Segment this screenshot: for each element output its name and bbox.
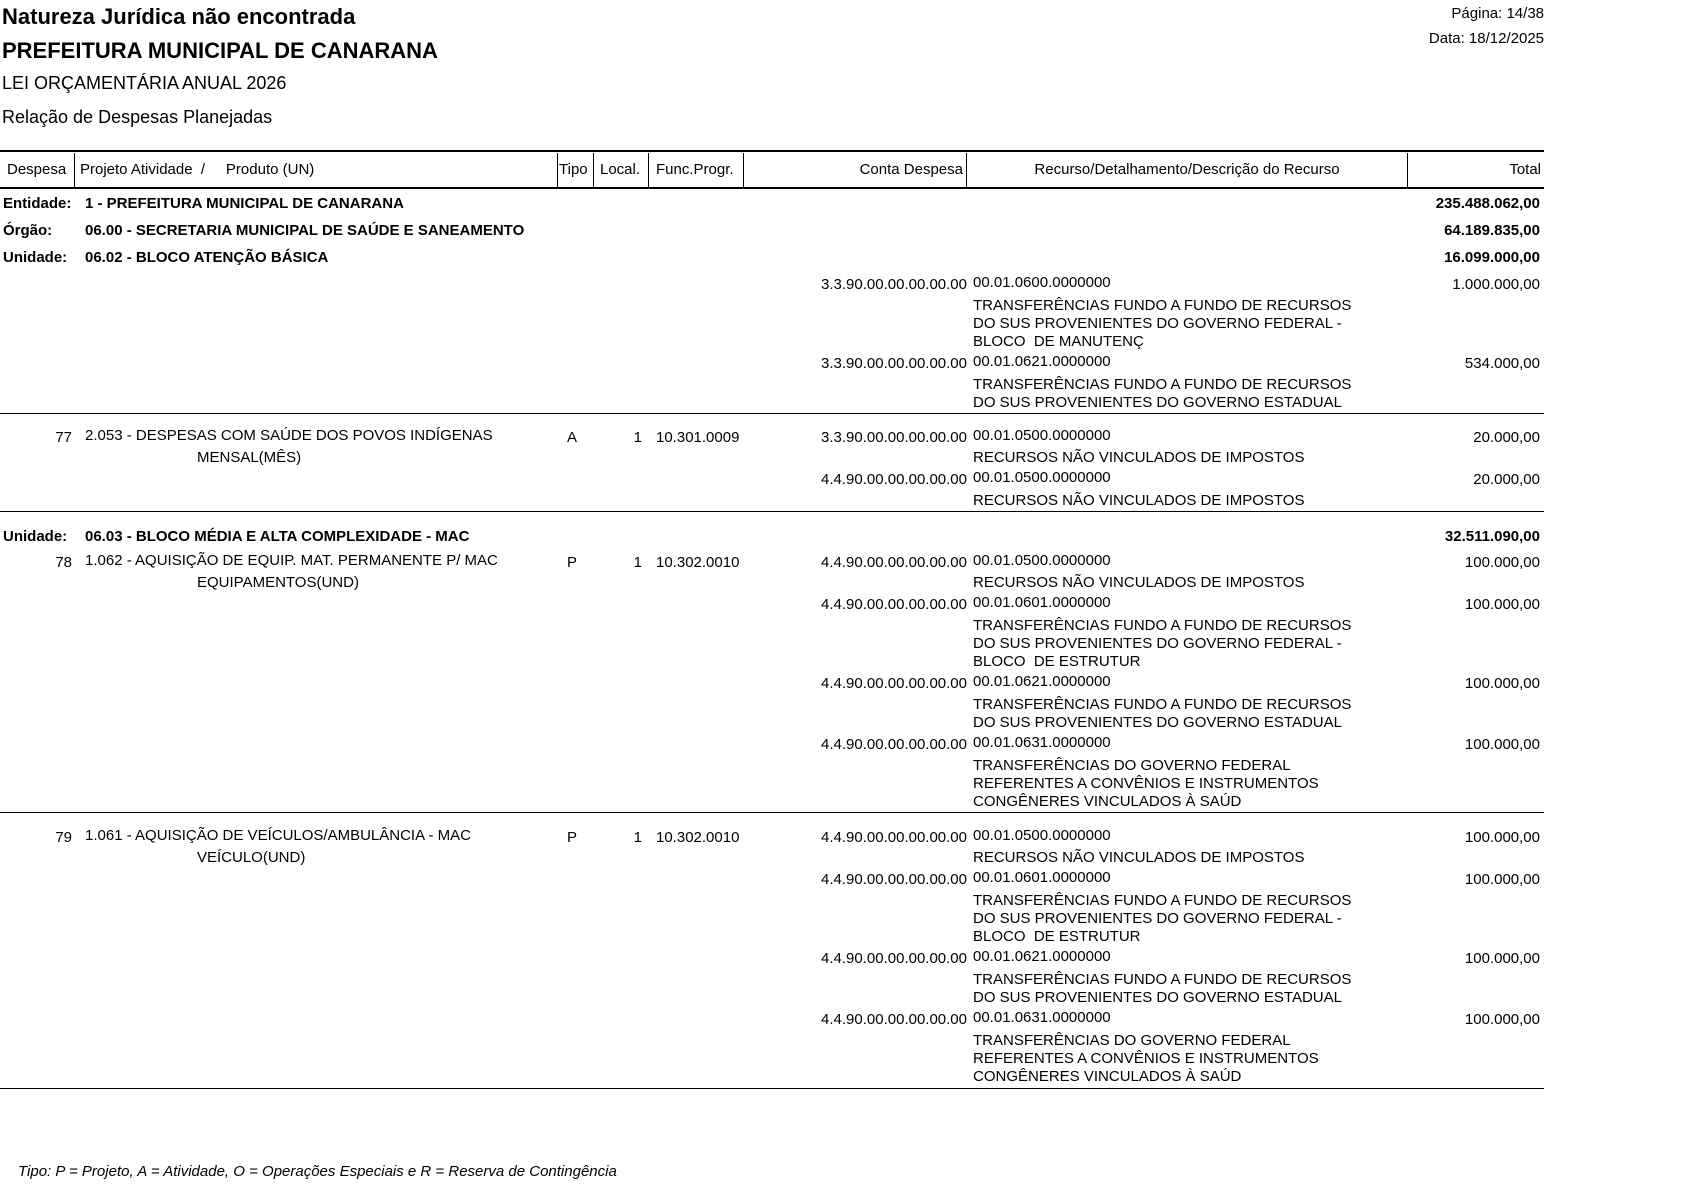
col-header-despesa: Despesa (7, 161, 67, 178)
col-header-local: Local. (600, 161, 641, 178)
recurso-description: TRANSFERÊNCIAS FUNDO A FUNDO DE RECURSOS DO SUS PROVENIENTES DO GOVERNO FEDERAL - BLOCO DE ESTRUTUR (973, 617, 1352, 670)
conta-despesa: 4.4.90.00.00.00.00.00 (821, 736, 967, 753)
produto-unidade: VEÍCULO(UND) (197, 849, 306, 866)
col-header-recurso: Recurso/Detalhamento/Descrição do Recurso (1034, 161, 1340, 178)
row-separator (0, 413, 1544, 414)
col-header-func: Func.Progr. (656, 161, 734, 178)
col-header-projeto: Projeto Atividade / Produto (UN) (80, 161, 315, 178)
row-separator (0, 1088, 1544, 1089)
line-total: 1.000.000,00 (1452, 276, 1540, 293)
despesa-number: 79 (55, 829, 72, 846)
unidade-total: 16.099.000,00 (1444, 249, 1540, 266)
recurso-description: RECURSOS NÃO VINCULADOS DE IMPOSTOS (973, 492, 1305, 509)
recurso-description: RECURSOS NÃO VINCULADOS DE IMPOSTOS (973, 449, 1305, 466)
recurso-code: 00.01.0621.0000000 (973, 673, 1111, 690)
projeto-atividade: 2.053 - DESPESAS COM SAÚDE DOS POVOS INDÍGENAS (85, 427, 493, 444)
conta-despesa: 4.4.90.00.00.00.00.00 (821, 554, 967, 571)
local-code: 1 (633, 554, 642, 571)
line-total: 100.000,00 (1464, 1011, 1540, 1028)
recurso-description: TRANSFERÊNCIAS FUNDO A FUNDO DE RECURSOS DO SUS PROVENIENTES DO GOVERNO FEDERAL - BLOCO DE MANUTENÇ (973, 297, 1352, 350)
col-header-conta: Conta Despesa (859, 161, 963, 178)
orgao-total: 64.189.835,00 (1444, 222, 1540, 239)
unidade-label: Unidade: (3, 249, 68, 266)
conta-despesa: 3.3.90.00.00.00.00.00 (821, 355, 967, 372)
row-separator (0, 511, 1544, 512)
unidade-name: 06.02 - BLOCO ATENÇÃO BÁSICA (85, 249, 329, 266)
col-sep (648, 153, 649, 187)
line-total: 100.000,00 (1464, 871, 1540, 888)
recurso-code: 00.01.0500.0000000 (973, 827, 1111, 844)
func-progr: 10.302.0010 (656, 829, 740, 846)
line-total: 100.000,00 (1464, 950, 1540, 967)
line-total: 100.000,00 (1464, 554, 1540, 571)
entidade-total: 235.488.062,00 (1435, 195, 1540, 212)
recurso-description: TRANSFERÊNCIAS FUNDO A FUNDO DE RECURSOS DO SUS PROVENIENTES DO GOVERNO FEDERAL - BLOCO DE ESTRUTUR (973, 892, 1352, 945)
report-title-natureza: Natureza Jurídica não encontrada (2, 4, 356, 29)
header-top-rule (0, 150, 1544, 152)
recurso-description: TRANSFERÊNCIAS FUNDO A FUNDO DE RECURSOS DO SUS PROVENIENTES DO GOVERNO ESTADUAL (973, 971, 1352, 1006)
line-total: 100.000,00 (1464, 829, 1540, 846)
report-date: Data: 18/12/2025 (1428, 30, 1544, 47)
line-total: 100.000,00 (1464, 675, 1540, 692)
line-total: 100.000,00 (1464, 736, 1540, 753)
local-code: 1 (633, 429, 642, 446)
conta-despesa: 4.4.90.00.00.00.00.00 (821, 471, 967, 488)
recurso-code: 00.01.0631.0000000 (973, 1009, 1111, 1026)
footer-legend: Tipo: P = Projeto, A = Atividade, O = Operações Especiais e R = Reserva de Contingência (18, 1163, 617, 1180)
recurso-code: 00.01.0500.0000000 (973, 427, 1111, 444)
report-subtitle-relacao: Relação de Despesas Planejadas (2, 107, 273, 127)
recurso-code: 00.01.0601.0000000 (973, 869, 1111, 886)
tipo-code: P (567, 554, 578, 571)
despesa-number: 78 (55, 554, 72, 571)
header-bottom-rule (0, 187, 1544, 189)
row-separator (0, 812, 1544, 813)
col-sep (593, 153, 594, 187)
produto-unidade: EQUIPAMENTOS(UND) (197, 574, 359, 591)
recurso-code: 00.01.0500.0000000 (973, 469, 1111, 486)
func-progr: 10.301.0009 (656, 429, 740, 446)
col-sep (74, 153, 75, 187)
recurso-description: TRANSFERÊNCIAS FUNDO A FUNDO DE RECURSOS DO SUS PROVENIENTES DO GOVERNO ESTADUAL (973, 376, 1352, 411)
conta-despesa: 4.4.90.00.00.00.00.00 (821, 1011, 967, 1028)
entidade-name: 1 - PREFEITURA MUNICIPAL DE CANARANA (85, 195, 404, 212)
conta-despesa: 3.3.90.00.00.00.00.00 (821, 276, 967, 293)
projeto-atividade: 1.062 - AQUISIÇÃO DE EQUIP. MAT. PERMANENTE P/ MAC (85, 552, 498, 569)
recurso-description: RECURSOS NÃO VINCULADOS DE IMPOSTOS (973, 849, 1305, 866)
report-subtitle-loa: LEI ORÇAMENTÁRIA ANUAL 2026 (2, 73, 287, 93)
recurso-code: 00.01.0621.0000000 (973, 353, 1111, 370)
recurso-description: RECURSOS NÃO VINCULADOS DE IMPOSTOS (973, 574, 1305, 591)
recurso-code: 00.01.0631.0000000 (973, 734, 1111, 751)
line-total: 20.000,00 (1473, 429, 1540, 446)
col-header-total: Total (1509, 161, 1541, 178)
unidade-name: 06.03 - BLOCO MÉDIA E ALTA COMPLEXIDADE - MAC (85, 528, 470, 545)
unidade-total: 32.511.090,00 (1444, 528, 1540, 545)
despesa-number: 77 (55, 429, 72, 446)
col-header-tipo: Tipo (559, 161, 588, 178)
conta-despesa: 4.4.90.00.00.00.00.00 (821, 871, 967, 888)
unidade-label: Unidade: (3, 528, 68, 545)
recurso-description: TRANSFERÊNCIAS DO GOVERNO FEDERAL REFERENTES A CONVÊNIOS E INSTRUMENTOS CONGÊNERES VINCULADOS À SAÚD (973, 1032, 1319, 1085)
tipo-code: P (567, 829, 578, 846)
conta-despesa: 4.4.90.00.00.00.00.00 (821, 829, 967, 846)
projeto-atividade: 1.061 - AQUISIÇÃO DE VEÍCULOS/AMBULÂNCIA - MAC (85, 827, 471, 844)
func-progr: 10.302.0010 (656, 554, 740, 571)
recurso-code: 00.01.0500.0000000 (973, 552, 1111, 569)
tipo-code: A (567, 429, 578, 446)
entidade-label: Entidade: (3, 195, 72, 212)
col-sep (557, 153, 558, 187)
line-total: 20.000,00 (1473, 471, 1540, 488)
page-number: Página: 14/38 (1451, 5, 1544, 22)
line-total: 534.000,00 (1464, 355, 1540, 372)
recurso-code: 00.01.0601.0000000 (973, 594, 1111, 611)
conta-despesa: 4.4.90.00.00.00.00.00 (821, 596, 967, 613)
orgao-label: Órgão: (3, 222, 53, 239)
conta-despesa: 4.4.90.00.00.00.00.00 (821, 675, 967, 692)
recurso-code: 00.01.0621.0000000 (973, 948, 1111, 965)
orgao-name: 06.00 - SECRETARIA MUNICIPAL DE SAÚDE E SANEAMENTO (85, 222, 525, 239)
report-title-prefeitura: PREFEITURA MUNICIPAL DE CANARANA (2, 38, 438, 63)
recurso-description: TRANSFERÊNCIAS DO GOVERNO FEDERAL REFERENTES A CONVÊNIOS E INSTRUMENTOS CONGÊNERES VINCULADOS À SAÚD (973, 757, 1319, 810)
conta-despesa: 4.4.90.00.00.00.00.00 (821, 950, 967, 967)
local-code: 1 (633, 829, 642, 846)
conta-despesa: 3.3.90.00.00.00.00.00 (821, 429, 967, 446)
line-total: 100.000,00 (1464, 596, 1540, 613)
recurso-description: TRANSFERÊNCIAS FUNDO A FUNDO DE RECURSOS DO SUS PROVENIENTES DO GOVERNO ESTADUAL (973, 696, 1352, 731)
produto-unidade: MENSAL(MÊS) (197, 449, 302, 466)
recurso-code: 00.01.0600.0000000 (973, 274, 1111, 291)
